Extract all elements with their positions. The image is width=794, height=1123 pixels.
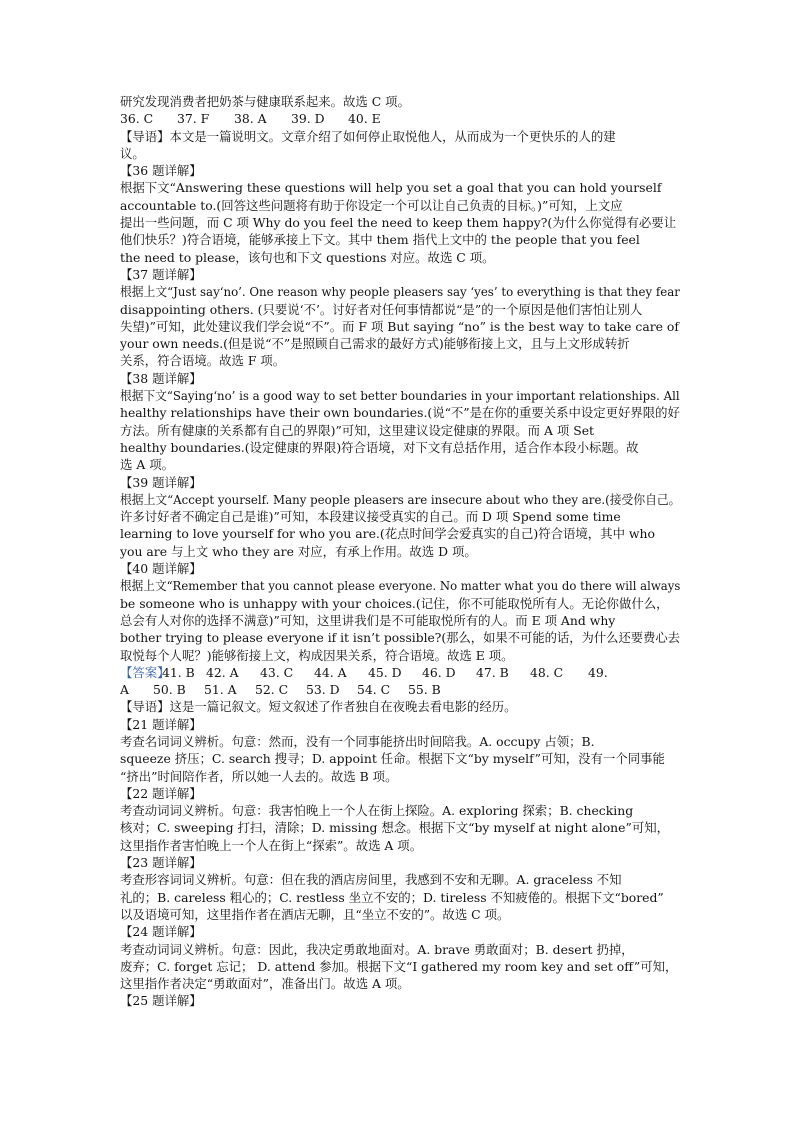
text-line: the need to please，该句也和下文 questions 对应。故选 C 项。 xyxy=(120,249,495,265)
text-line: 【22 题详解】 xyxy=(120,785,202,801)
answer-item: 48. C xyxy=(530,664,564,680)
text-line: 【导语】本文是一篇说明文。文章介绍了如何停止取悦他人，从而成为一个更快乐的人的建 xyxy=(120,128,616,144)
text-line: healthy relationships have their own boundaries.(说“不”是在你的重要关系中设定更好界限的好 xyxy=(120,405,680,421)
text-line: 礼的；B. careless 粗心的；C. restless 坐立不安的；D. tireless 不知疲倦的。根据下文“bored” xyxy=(120,889,664,905)
answer-item: 42. A xyxy=(206,664,239,680)
answer-item: 52. C xyxy=(255,682,289,698)
text-line: 以及语境可知，这里指作者在酒店无聊，且“坐立不安的”。故选 C 项。 xyxy=(120,906,510,922)
answer-item: 40. E xyxy=(348,111,381,127)
text-line: 他们快乐？)符合语境，能够承接上下文。其中 them 指代上文中的 the people that you feel xyxy=(120,232,640,248)
text-line: 【39 题详解】 xyxy=(120,474,202,490)
text-line: 失望)”可知，此处建议我们学会说“不”。而 F 项 But saying “no” is the best way to take care of xyxy=(120,318,679,334)
answer-item: 45. D xyxy=(368,664,402,680)
text-line: 考查动词词义辨析。句意：因此，我决定勇敢地面对。A. brave 勇敢面对；B. desert 扔掉， xyxy=(120,941,634,957)
text-line: “挤出”时间陪作者，所以她一人去的。故选 B 项。 xyxy=(120,768,398,784)
text-line: 根据上文“Remember that you cannot please everyone. No matter what you do there will always xyxy=(120,578,681,594)
text-line: you are 与上文 who they are 对应，有承上作用。故选 D 项。 xyxy=(120,543,477,559)
answer-item: 41. B xyxy=(162,664,195,680)
text-line: accountable to.(回答这些问题将有助于你设定一个可以让自己负责的目标。)”可知，上文应 xyxy=(120,197,623,213)
answer-item: 46. D xyxy=(422,664,456,680)
answer-item: 47. B xyxy=(476,664,509,680)
answer-item: 37. F xyxy=(177,111,210,127)
text-line: your own needs.(但是说“不”是照顾自己需求的最好方式)能够衔接上文，且与上文形成转折 xyxy=(120,336,630,352)
text-line: 这里指作者害怕晚上一个人在街上“探索”。故选 A 项。 xyxy=(120,837,423,853)
answer-item: 54. C xyxy=(357,682,391,698)
answer-key-row xyxy=(120,681,680,698)
text-line: squeeze 挤压；C. search 搜寻；D. appoint 任命。根据下文“by myself”可知，没有一个同事能 xyxy=(120,751,665,767)
answer-key-row xyxy=(120,664,680,681)
text-line: 【21 题详解】 xyxy=(120,716,202,732)
text-line: bother trying to please everyone if it isn’t possible?(那么，如果不可能的话，为什么还要费心去 xyxy=(120,630,680,646)
answer-item: 55. B xyxy=(408,682,441,698)
answer-item: 38. A xyxy=(234,111,267,127)
text-line: 【导语】这是一篇记叙文。短文叙述了作者独自在夜晚去看电影的经历。 xyxy=(120,699,517,715)
text-line: 【40 题详解】 xyxy=(120,561,202,577)
text-line: 考查动词词义辨析。句意：我害怕晚上一个人在街上探险。A. exploring 探索；B. checking xyxy=(120,803,634,819)
text-line: 【36 题详解】 xyxy=(120,163,202,179)
text-line: 研究发现消费者把奶茶与健康联系起来。故选 C 项。 xyxy=(120,94,410,109)
answer-item: 36. C xyxy=(120,111,154,127)
text-line: 这里指作者决定“勇敢面对”，准备出门。故选 A 项。 xyxy=(120,976,410,992)
text-line: disappointing others. (只要说‘不’。讨好者对任何事情都说“是”的一个原因是他们害怕让别人 xyxy=(120,301,643,317)
text-line: 关系，符合语境。故选 F 项。 xyxy=(120,353,286,369)
text-line: 许多讨好者不确定自己是谁)”可知，本段建议接受真实的自己。而 D 项 Spend some time xyxy=(120,509,621,525)
text-line: learning to love yourself for who you are.(花点时间学会爱真实的自己)符合语境，其中 who xyxy=(120,526,655,542)
answer-key-row xyxy=(120,110,680,127)
text-line: 核对；C. sweeping 打扫，清除；D. missing 想念。根据下文“by myself at night alone”可知， xyxy=(120,820,669,836)
answer-item: 44. A xyxy=(314,664,347,680)
text-line: 提出一些问题，而 C 项 Why do you feel the need to keep them happy?(为什么你觉得有必要让 xyxy=(120,215,677,231)
document-page xyxy=(120,93,680,1010)
answer-item: 50. B xyxy=(153,682,186,698)
text-line: 根据下文“Saying‘no’ is a good way to set better boundaries in your important relationships. All xyxy=(120,388,680,404)
text-line: 选 A 项。 xyxy=(120,457,174,473)
text-line: 根据上文“Just say‘no’. One reason why people pleasers say ‘yes’ to everything is that they fear xyxy=(120,284,680,300)
text-line: healthy boundaries.(设定健康的界限)符合语境，对下文有总括作用，适合作本段小标题。故 xyxy=(120,439,639,455)
text-line: be someone who is unhappy with your choices.(记住，你不可能取悦所有人。无论你做什么， xyxy=(120,595,669,611)
answer-item: 49. xyxy=(588,664,608,680)
text-line: 【38 题详解】 xyxy=(120,370,202,386)
text-line: 根据下文“Answering these questions will help you set a goal that you can hold yourself xyxy=(120,180,662,196)
text-line: 方法。所有健康的关系都有自己的界限)”可知，这里建议设定健康的界限。而 A 项 Set xyxy=(120,422,595,438)
text-line: 议。 xyxy=(120,145,145,161)
text-line: 废弃；C. forget 忘记； D. attend 参加。根据下文“I gathered my room key and set off”可知， xyxy=(120,958,678,974)
text-line: 总会有人对你的选择不满意)”可知，这里讲我们是不可能取悦所有的人。而 E 项 And why xyxy=(120,612,616,628)
answer-item: 39. D xyxy=(291,111,325,127)
answer-label: 【答案】 xyxy=(120,664,170,680)
answer-item: 43. C xyxy=(260,664,294,680)
answer-item: 53. D xyxy=(306,682,340,698)
text-line: 【23 题详解】 xyxy=(120,855,202,871)
text-line: 考查名词词义辨析。句意：然而，没有一个同事能挤出时间陪我。A. occupy 占领；B. xyxy=(120,733,595,749)
text-line: 考查形容词词义辨析。句意：但在我的酒店房间里，我感到不安和无聊。A. graceless 不知 xyxy=(120,872,622,888)
text-line: 【25 题详解】 xyxy=(120,993,202,1009)
text-line: 取悦每个人呢？)能够衔接上文，构成因果关系，符合语境。故选 E 项。 xyxy=(120,647,514,663)
text-line: 【24 题详解】 xyxy=(120,924,202,940)
answer-item: A xyxy=(120,682,129,698)
text-line: 【37 题详解】 xyxy=(120,266,202,282)
answer-item: 51. A xyxy=(204,682,237,698)
text-line: 根据上文“Accept yourself. Many people pleasers are insecure about who they are.(接受你自己。 xyxy=(120,491,681,507)
